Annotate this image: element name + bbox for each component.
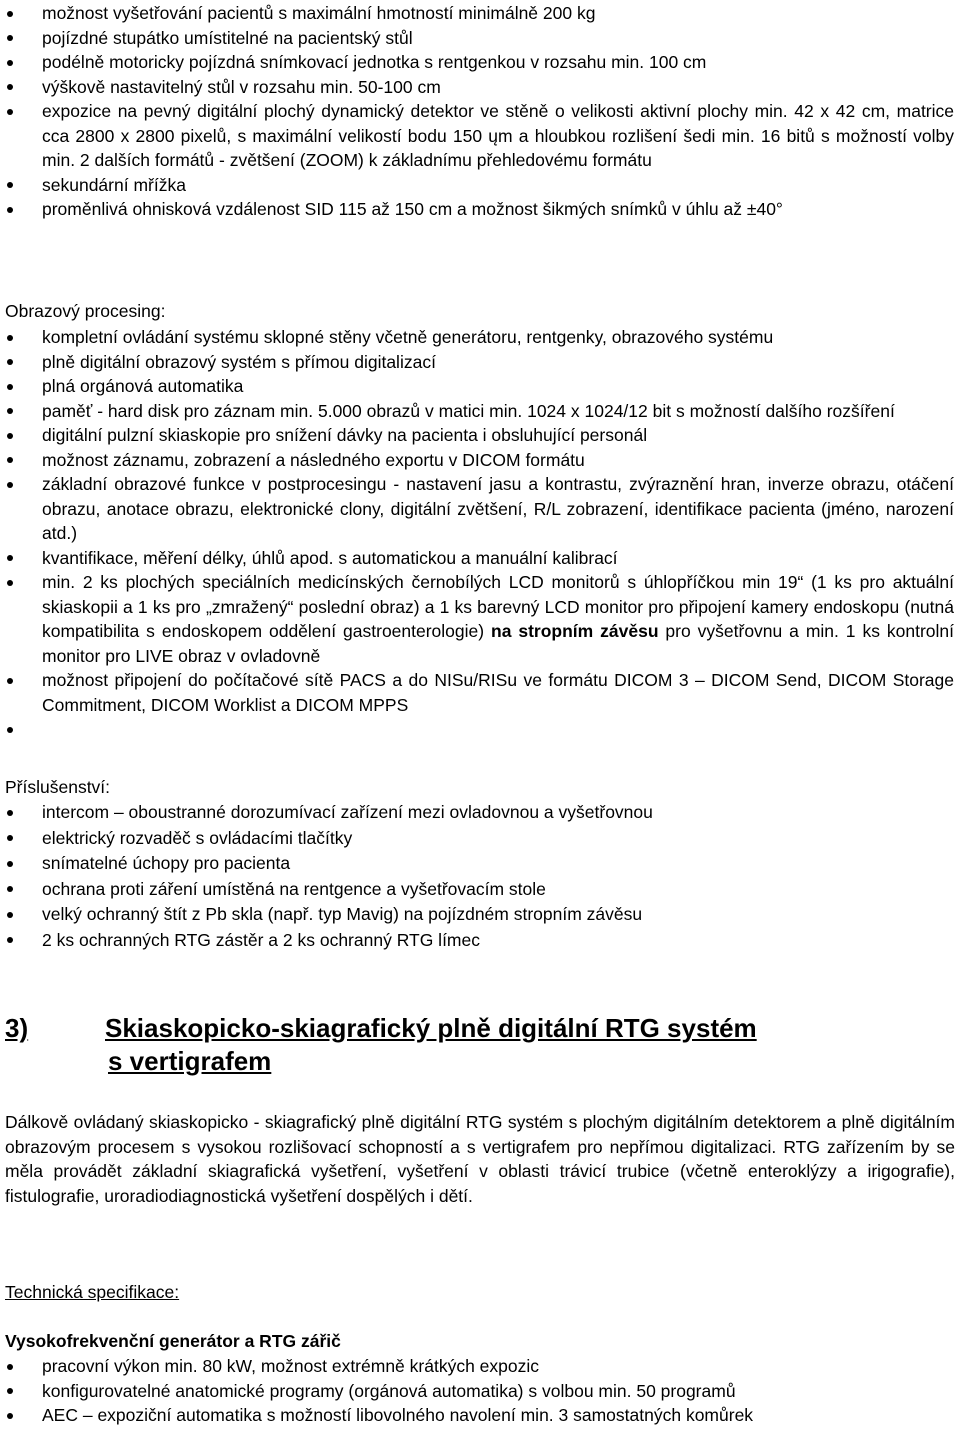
monitor-text-bold: na stropním závěsu [491,621,659,641]
generator-title [5,1329,341,1353]
list-item: intercom – oboustranné dorozumívací zařízení mezi ovladovnou a vyšetřovnou [0,800,960,826]
intro-paragraph: Dálkově ovládaný skiaskopicko - skiagrafický plně digitální RTG systém s plochým digitálním detektorem a plně digitálním obrazovým procesem s vysokou rozlišovací schopností a s vertigrafem pro nepřímou digitalizaci. RTG zařízením by se měla provádět základní skiagrafická vyšetření, vyšetření v oblasti trávicí trubice (včetně enteroklýzy a irigografie), fistulografie, uroradiodiagnostická vyšetření dospělých i dětí. [5,1112,955,1206]
monitor-text-a: min. 2 ks plochých speciálních medicínských černobílých LCD monitorů s úhlopříčkou min 19“ (1 ks pro aktuální skiaskopii a 1 ks pro „zmražený“ poslední obraz) a 1 ks barevný LCD monitor pro připojení kamery endoskopu (nutná kompatibilita s endoskopem oddělení gastroenterologie) [42,572,954,641]
technical-spec-title: Technická specifikace: [5,1282,180,1302]
list-item: paměť - hard disk pro záznam min. 5.000 obrazů v matici min. 1024 x 1024/12 bit s možností dalšího rozšíření [0,399,960,424]
list-item: proměnlivá ohnisková vzdálenost SID 115 až 150 cm a možnost šikmých snímků v úhlu až ±40° [0,197,960,222]
list-item: kompletní ovládání systému sklopné stěny včetně generátoru, rentgenky, obrazového systému [0,325,960,350]
list-item: možnost připojení do počítačové sítě PACS a do NISu/RISu ve formátu DICOM 3 – DICOM Send, DICOM Storage Commitment, DICOM Worklist a DICOM MPPS [0,668,960,717]
heading-line-2: s vertigrafem [108,1046,272,1076]
list-item: podélně motoricky pojízdná snímkovací jednotka s rentgenkou v rozsahu min. 100 cm [0,50,960,75]
list-item: kvantifikace, měření délky, úhlů apod. s automatickou a manuální kalibrací [0,546,960,571]
imaging-list [0,325,960,742]
list-item-monitors [0,570,960,668]
generator-title-text: Vysokofrekvenční generátor a RTG zářič [5,1331,341,1351]
list-item: AEC – expoziční automatika s možností libovolného navolení min. 3 samostatných komůrek [0,1403,960,1428]
section-heading-3 [5,1012,757,1078]
list-item: plně digitální obrazový systém s přímou digitalizací [0,350,960,375]
section-title-imaging: Obrazový procesing: [5,301,166,321]
list-item: základní obrazové funkce v postprocesingu - nastavení jasu a kontrastu, zvýraznění hran, inverze obrazu, otáčení obrazu, anotace obrazu, elektronické clony, digitální zvětšení, R/L zobrazení, identifikace pacienta (jméno, narození atd.) [0,472,960,546]
list-item: pojízdné stupátko umístitelné na pacientský stůl [0,26,960,51]
list-item: plná orgánová automatika [0,374,960,399]
list-item: možnost záznamu, zobrazení a následného exportu v DICOM formátu [0,448,960,473]
accessories-list [0,800,960,953]
list-item: konfigurovatelné anatomické programy (orgánová automatika) s volbou min. 50 programů [0,1379,960,1404]
list-item: výškově nastavitelný stůl v rozsahu min. 50-100 cm [0,75,960,100]
generator-list [0,1354,960,1428]
list-item: sekundární mřížka [0,173,960,198]
heading-number: 3) [5,1013,29,1043]
section-title-accessories: Příslušenství: [5,777,111,797]
list-item: elektrický rozvaděč s ovládacími tlačítky [0,826,960,852]
equipment-list [0,1,960,222]
list-item: ochrana proti záření umístěná na rentgence a vyšetřovacím stole [0,877,960,903]
list-item: pracovní výkon min. 80 kW, možnost extrémně krátkých expozic [0,1354,960,1379]
list-item: 2 ks ochranných RTG zástěr a 2 ks ochranný RTG límec [0,928,960,954]
list-item: snímatelné úchopy pro pacienta [0,851,960,877]
list-item: možnost vyšetřování pacientů s maximální hmotností minimálně 200 kg [0,1,960,26]
list-item: velký ochranný štít z Pb skla (např. typ Mavig) na pojízdném stropním závěsu [0,902,960,928]
monitor-text-b: pro vyšetřovnu a min. 1 ks kontrolní monitor pro LIVE obraz v ovladovně [42,621,954,666]
heading-line-1: Skiaskopicko-skiagrafický plně digitální RTG systém [105,1013,757,1043]
list-item-empty [0,717,960,742]
list-item: digitální pulzní skiaskopie pro snížení dávky na pacienta i obsluhující personál [0,423,960,448]
list-item: expozice na pevný digitální plochý dynamický detektor ve stěně o velikosti aktivní plochy min. 42 x 42 cm, matrice cca 2800 x 2800 pixelů, s maximální velikostí bodu 150 ųm a hloubkou rozlišení šedi min. 16 bitů s možností volby min. 2 dalších formátů - zvětšení (ZOOM) k základnímu přehledovému formátu [0,99,960,173]
